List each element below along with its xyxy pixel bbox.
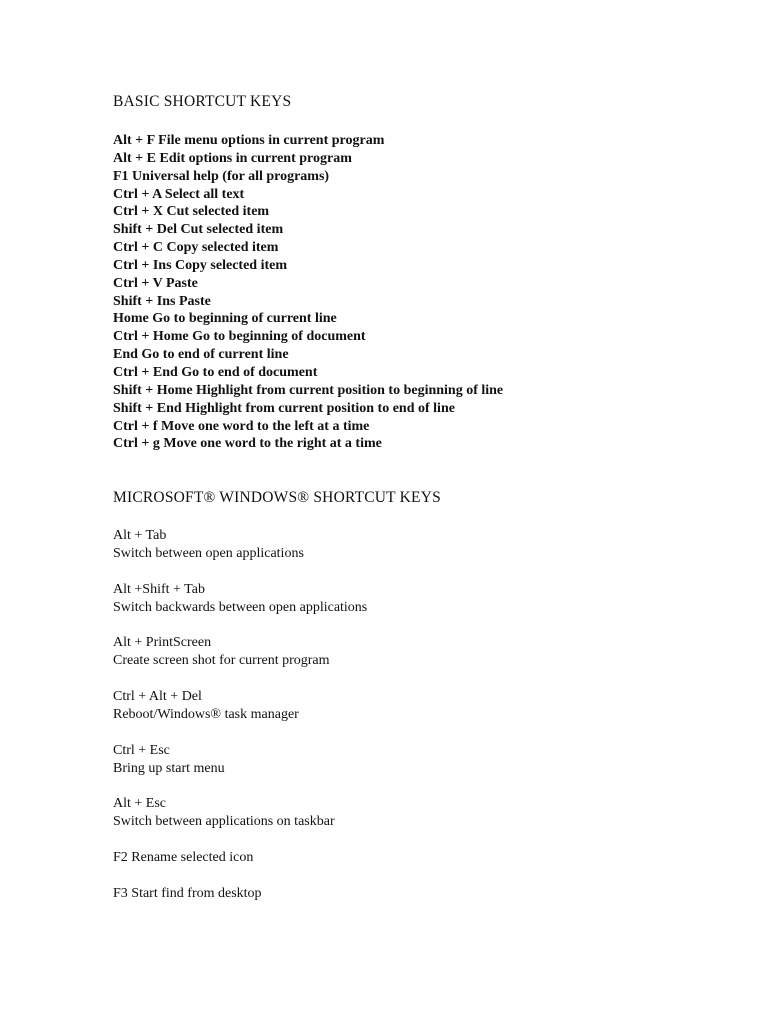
basic-shortcut-item: Home Go to beginning of current line xyxy=(113,311,337,327)
windows-shortcut-text: F3 Start find from desktop xyxy=(113,885,262,901)
windows-shortcut-keys: Ctrl + Esc xyxy=(113,742,170,758)
basic-shortcuts-list xyxy=(113,132,503,453)
windows-shortcuts-title: MICROSOFT® WINDOWS® SHORTCUT KEYS xyxy=(113,489,441,506)
windows-shortcut-keys: Alt + Esc xyxy=(113,796,166,812)
windows-shortcut-entry xyxy=(113,795,367,831)
basic-shortcut-item: Alt + E Edit options in current program xyxy=(113,150,352,166)
windows-shortcut-entry xyxy=(113,885,367,903)
basic-shortcut-item: Ctrl + g Move one word to the right at a time xyxy=(113,436,382,452)
basic-shortcut-item: Shift + Home Highlight from current position to beginning of line xyxy=(113,382,504,398)
basic-shortcut-item: Shift + Del Cut selected item xyxy=(113,222,284,238)
basic-shortcut-item: Ctrl + f Move one word to the left at a time xyxy=(113,418,370,434)
basic-shortcut-item: Shift + End Highlight from current position to end of line xyxy=(113,400,455,416)
windows-shortcut-description: Switch backwards between open applications xyxy=(113,599,368,615)
windows-shortcut-description: Switch between open applications xyxy=(113,546,304,561)
windows-shortcut-entry xyxy=(113,742,367,778)
windows-shortcut-keys: Ctrl + Alt + Del xyxy=(113,689,202,705)
basic-shortcut-item: Ctrl + A Select all text xyxy=(113,186,245,202)
windows-shortcut-entry xyxy=(113,527,367,563)
basic-shortcut-item: Ctrl + V Paste xyxy=(113,275,198,291)
windows-shortcuts-list xyxy=(113,527,367,920)
windows-shortcut-keys: Alt + PrintScreen xyxy=(113,635,212,651)
windows-shortcut-entry xyxy=(113,634,367,670)
windows-shortcut-keys: Alt + Tab xyxy=(113,528,167,543)
basic-shortcut-item: Ctrl + Home Go to beginning of document xyxy=(113,329,366,345)
windows-shortcut-description: Reboot/Windows® task manager xyxy=(113,707,299,723)
windows-shortcut-keys: Alt +Shift + Tab xyxy=(113,581,205,597)
basic-shortcut-item: F1 Universal help (for all programs) xyxy=(113,168,330,184)
windows-shortcut-description: Create screen shot for current program xyxy=(113,653,330,669)
basic-shortcut-item: Ctrl + X Cut selected item xyxy=(113,204,270,220)
basic-shortcut-item: Shift + Ins Paste xyxy=(113,293,211,309)
windows-shortcut-entry xyxy=(113,581,367,617)
basic-shortcuts-title: BASIC SHORTCUT KEYS xyxy=(113,93,292,110)
basic-shortcut-item: Alt + F File menu options in current program xyxy=(113,133,385,148)
basic-shortcut-item: End Go to end of current line xyxy=(113,347,289,363)
windows-shortcut-entry xyxy=(113,688,367,724)
windows-shortcut-text: F2 Rename selected icon xyxy=(113,850,254,866)
windows-shortcut-description: Bring up start menu xyxy=(113,760,225,776)
windows-shortcut-entry xyxy=(113,849,367,867)
windows-shortcut-description: Switch between applications on taskbar xyxy=(113,814,335,830)
basic-shortcut-item: Ctrl + Ins Copy selected item xyxy=(113,257,288,273)
basic-shortcut-item: Ctrl + End Go to end of document xyxy=(113,364,318,380)
basic-shortcut-item: Ctrl + C Copy selected item xyxy=(113,240,279,256)
